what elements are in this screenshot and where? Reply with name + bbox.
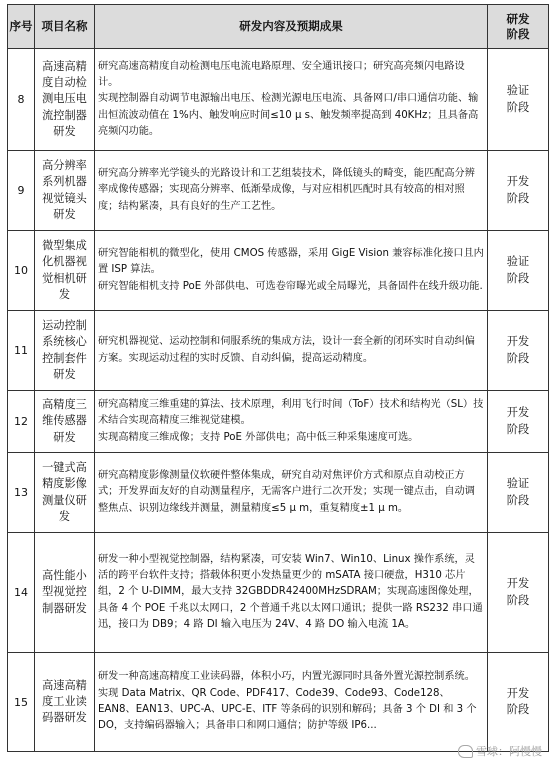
content-paragraph: 研究高速高精度自动检测电压电流电路原理、安全通讯接口；研究高亮频闪电路设计。 — [98, 60, 465, 89]
content-paragraph: 研发一种小型视觉控制器，结构紧凑，可安装 Win7、Win10、Linux 操作系统，灵活的跨平台软件支持；搭载体积更小发热量更少的 mSATA 接口硬盘，H310 芯片组，2 个 U-DIMM，最大支持 32GBDDR42400MHzSDRAM；实现高速图像处理，具备 4 个 POE 千兆以太网口，2 个普通千兆以太网口通讯；提供一路 RS232 串口通迅，接口为 DB9；4 路 DI 输入电压为 24V、4 路 DO 输入电流 1A。 — [98, 553, 483, 630]
content-paragraph: 研究高精度影像测量仪软硬件整体集成，研究自动对焦评价方式和原点自动校正方式；开发界面友好的自动测量程序，无需客户进行二次开发；实现一键点击，自动调整焦点、识别边缘线并测量，测量精度≤5 μ m，重复精度±1 μ m。 — [98, 470, 475, 514]
table-row — [8, 49, 549, 151]
content-paragraph: 实现 Data Matrix、QR Code、PDF417、Code39、Code93、Code128、EAN8、EAN13、UPC-A、UPC-E、ITF 等条码的识别和解码；具备 3 个 DI 和 3 个 DO，支持编码器输入；具备串口和网口通信；防护等级 IP6... — [98, 687, 477, 732]
row-stage: 开发阶段 — [488, 391, 549, 453]
header-content: 研发内容及预期成果 — [95, 5, 488, 49]
row-no: 12 — [8, 391, 35, 453]
content-paragraph: 研发一种高速高精度工业读码器，体积小巧，内置光源同时具备外置光源控制系统。 — [98, 671, 475, 683]
row-name: 高速高精度自动检测电压电流控制器研发 — [35, 49, 95, 151]
content-paragraph: 研究高分辨率光学镜头的光路设计和工艺组装技术，降低镜头的畸变，能匹配高分辨率成像传感器；实现高分辨率、低渐晕成像，与对应相机匹配时具有较高的相对照度；结构紧凑，具有良好的生产工艺性。 — [98, 168, 475, 212]
row-content — [95, 231, 488, 311]
row-name: 一键式高精度影像测量仪研发 — [35, 453, 95, 533]
row-content — [95, 391, 488, 453]
header-no: 序号 — [8, 5, 35, 49]
row-no: 10 — [8, 231, 35, 311]
row-content — [95, 533, 488, 653]
row-name: 运动控制系统核心控制套件研发 — [35, 311, 95, 391]
row-stage: 验证阶段 — [488, 49, 549, 151]
table-header-row — [8, 5, 549, 49]
content-paragraph: 研究智能相机支持 PoE 外部供电、可选卷帘曝光或全局曝光，具备固件在线升级功能. — [98, 280, 483, 292]
row-stage: 验证阶段 — [488, 453, 549, 533]
table-row — [8, 453, 549, 533]
watermark-text: 雪球：阿慢慢 — [476, 745, 542, 758]
row-no: 8 — [8, 49, 35, 151]
row-content — [95, 653, 488, 752]
row-name: 高分辨率系列机器视觉镜头研发 — [35, 151, 95, 231]
row-no: 9 — [8, 151, 35, 231]
row-name: 高精度三维传感器研发 — [35, 391, 95, 453]
row-no: 11 — [8, 311, 35, 391]
row-stage: 开发阶段 — [488, 151, 549, 231]
row-name: 微型集成化机器视觉相机研发 — [35, 231, 95, 311]
content-paragraph: 研究智能相机的微型化，使用 CMOS 传感器，采用 GigE Vision 兼容标准化接口且内置 ISP 算法。 — [98, 248, 484, 276]
content-paragraph: 实现高精度三维成像；支持 PoE 外部供电；高中低三种采集速度可选。 — [98, 431, 419, 443]
row-name: 高性能小型视觉控制器研发 — [35, 533, 95, 653]
row-no: 14 — [8, 533, 35, 653]
row-stage: 开发阶段 — [488, 653, 549, 752]
row-content — [95, 311, 488, 391]
table-row — [8, 311, 549, 391]
watermark — [458, 743, 542, 759]
header-name: 项目名称 — [35, 5, 95, 49]
row-stage: 开发阶段 — [488, 311, 549, 391]
table-row — [8, 653, 549, 752]
row-no: 13 — [8, 453, 35, 533]
row-name: 高速高精度工业读码器研发 — [35, 653, 95, 752]
table-row — [8, 231, 549, 311]
row-no: 15 — [8, 653, 35, 752]
table-row — [8, 151, 549, 231]
content-paragraph: 实现控制器自动调节电源输出电压、检测光源电压电流、具备网口/串口通信功能、输出恒流波动值在 1%内、触发响应时间≤10 μ s、触发频率提高到 40KHz；且具备高亮频闪功能。 — [98, 93, 479, 137]
content-paragraph: 研究机器视觉、运动控制和伺服系统的集成方法，设计一套全新的闭环实时自动纠偏方案。实现运动过程的实时反馈、自动纠偏，提高运动精度。 — [98, 336, 475, 364]
table-row — [8, 533, 549, 653]
snowball-logo-icon — [458, 745, 473, 758]
header-stage: 研发阶段 — [488, 5, 549, 49]
row-stage: 验证阶段 — [488, 231, 549, 311]
rd-projects-table — [7, 4, 549, 752]
table-row — [8, 391, 549, 453]
row-content — [95, 151, 488, 231]
content-paragraph: 研究高精度三维重建的算法、技术原理，利用飞行时间（ToF）技术和结构光（SL）技术结合实现高精度三维视觉建模。 — [98, 399, 484, 427]
row-stage: 开发阶段 — [488, 533, 549, 653]
row-content — [95, 49, 488, 151]
row-content — [95, 453, 488, 533]
